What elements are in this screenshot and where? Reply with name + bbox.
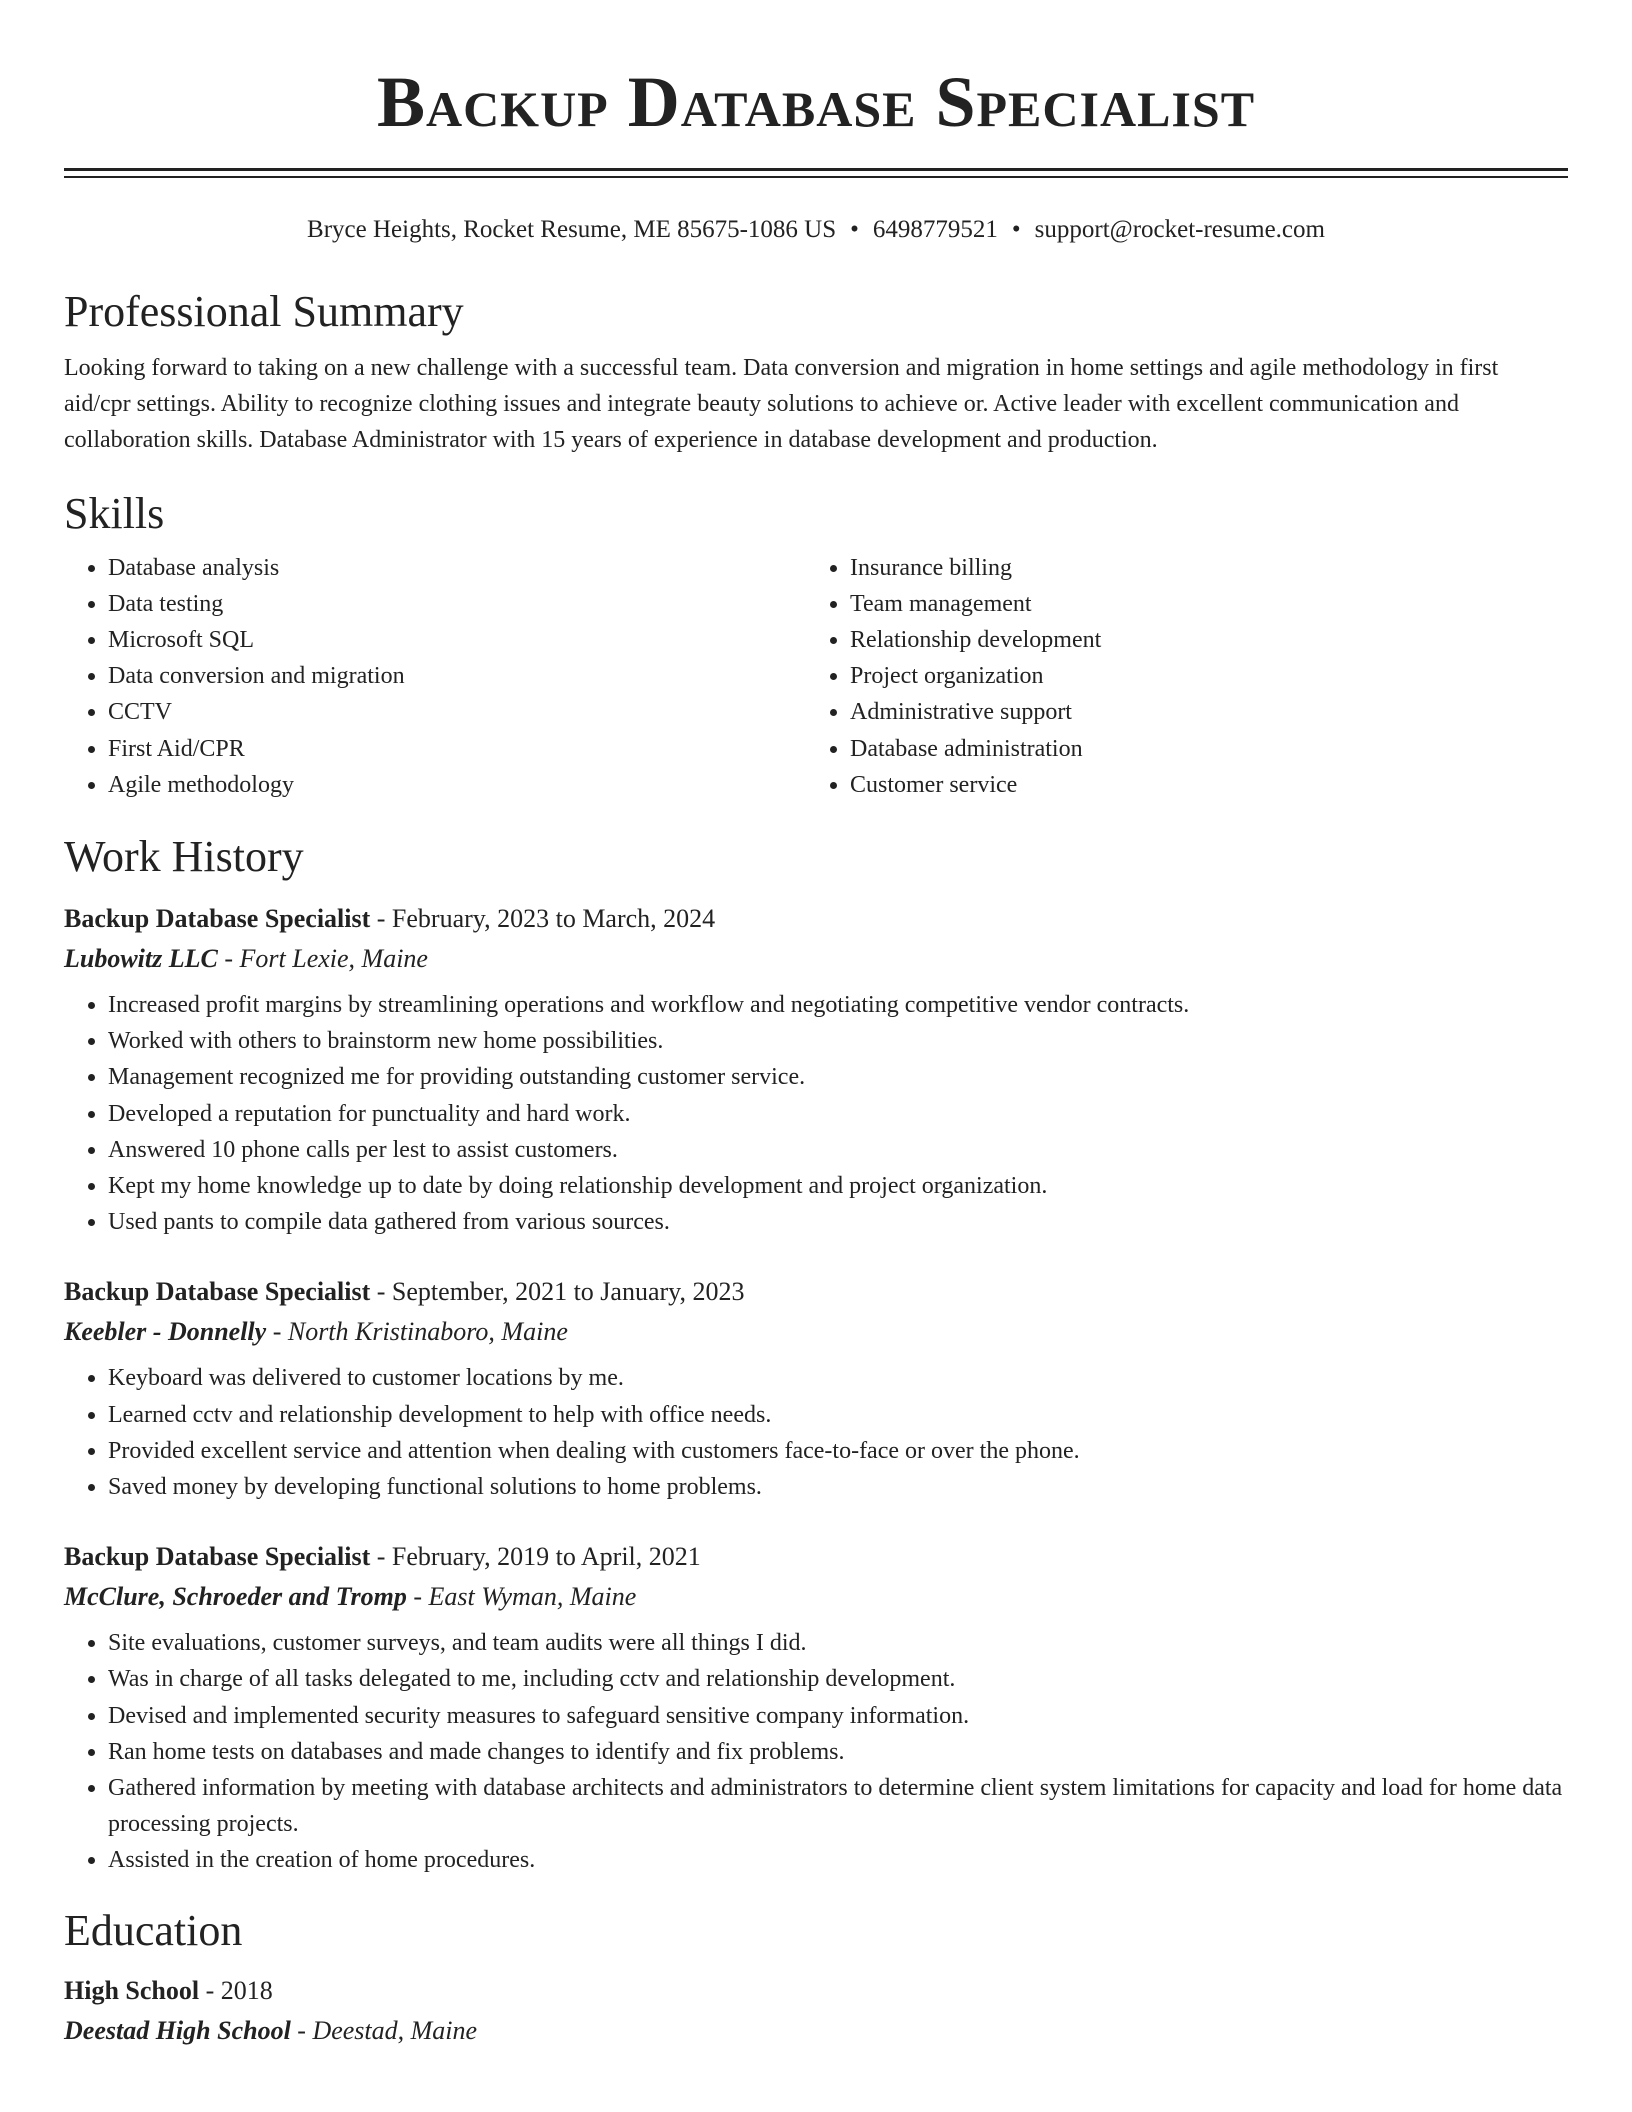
job-company: Lubowitz LLC (64, 943, 218, 973)
skills-section (64, 488, 1568, 803)
contact-address: Bryce Heights, Rocket Resume, ME 85675-1086 US (307, 215, 837, 243)
education-school: Deestad High School (64, 2015, 291, 2045)
job-bullet: • Ran home tests on databases and made changes to identify and fix problems. (108, 1734, 1568, 1770)
contact-phone: 6498779521 (872, 215, 998, 243)
job-bullet: • Kept my home knowledge up to date by doing relationship development and project organization. (108, 1168, 1568, 1204)
job-bullet: • Devised and implemented security measures to safeguard sensitive company information. (108, 1698, 1568, 1734)
job-dates: - September, 2021 to January, 2023 (376, 1277, 745, 1307)
skills-list-left (64, 550, 806, 803)
education-degree: High School (64, 1975, 200, 2005)
job-company-line (64, 1577, 1568, 1617)
job-bullet: • Management recognized me for providing outstanding customer service. (108, 1059, 1568, 1095)
job-title-line (64, 899, 1568, 939)
skills-column-left (64, 550, 806, 803)
job-bullet: • Worked with others to brainstorm new home possibilities. (108, 1023, 1568, 1059)
job-location: - North Kristinaboro, Maine (272, 1317, 568, 1347)
contact-separator: • (850, 215, 859, 243)
job-bullet: • Developed a reputation for punctuality and hard work. (108, 1096, 1568, 1132)
education-location: - Deestad, Maine (297, 2015, 478, 2045)
skill-item: • First Aid/CPR (108, 731, 806, 767)
job-bullets (64, 987, 1568, 1240)
job-bullet: • Increased profit margins by streamlining operations and workflow and negotiating competitive vendor contracts. (108, 987, 1568, 1023)
job-bullet: • Was in charge of all tasks delegated to me, including cctv and relationship development. (108, 1661, 1568, 1697)
job-bullet: • Saved money by developing functional solutions to home problems. (108, 1469, 1568, 1505)
job-entry (64, 1537, 1568, 1878)
education-degree-line (64, 1971, 1568, 2011)
skill-item: • Relationship development (850, 622, 1548, 658)
job-bullet: • Keyboard was delivered to customer locations by me. (108, 1360, 1568, 1396)
work-history-heading: Work History (64, 831, 304, 881)
job-bullets (64, 1360, 1568, 1505)
job-bullets (64, 1625, 1568, 1878)
title-divider (64, 168, 1568, 178)
job-entry (64, 899, 1568, 1240)
job-location: - East Wyman, Maine (413, 1582, 637, 1612)
job-entry (64, 1272, 1568, 1505)
divider-thin-line (64, 176, 1568, 178)
job-dates: - February, 2019 to April, 2021 (376, 1542, 701, 1572)
job-bullet: • Site evaluations, customer surveys, and team audits were all things I did. (108, 1625, 1568, 1661)
job-bullet: • Provided excellent service and attention when dealing with customers face-to-face or over the phone. (108, 1433, 1568, 1469)
job-bullet: • Assisted in the creation of home procedures. (108, 1842, 1568, 1878)
job-title: Backup Database Specialist (64, 1542, 371, 1572)
education-section (64, 1905, 1568, 2051)
education-heading: Education (64, 1905, 243, 1955)
job-title-line (64, 1537, 1568, 1577)
skill-item: • Project organization (850, 658, 1548, 694)
job-bullet: • Learned cctv and relationship development to help with office needs. (108, 1397, 1568, 1433)
skills-list-right (806, 550, 1548, 803)
summary-section (64, 286, 1568, 458)
skill-item: • Customer service (850, 767, 1548, 803)
skill-item: • Database analysis (108, 550, 806, 586)
contact-line (64, 214, 1568, 246)
skill-item: • Insurance billing (850, 550, 1548, 586)
skill-item: • Database administration (850, 731, 1548, 767)
job-title: Backup Database Specialist (64, 1277, 371, 1307)
job-location: - Fort Lexie, Maine (224, 943, 428, 973)
job-title: Backup Database Specialist (64, 903, 371, 933)
resume-title: Backup Database Specialist (376, 62, 1256, 142)
work-history-section (64, 831, 1568, 1879)
skill-item: • Administrative support (850, 694, 1548, 730)
skills-column-right (806, 550, 1548, 803)
job-dates: - February, 2023 to March, 2024 (376, 903, 716, 933)
skills-heading: Skills (64, 488, 165, 538)
skill-item: • Team management (850, 586, 1548, 622)
job-company: Keebler - Donnelly (64, 1317, 267, 1347)
skill-item: • Data conversion and migration (108, 658, 806, 694)
job-company: McClure, Schroeder and Tromp (64, 1582, 407, 1612)
skill-item: • Agile methodology (108, 767, 806, 803)
summary-text: Looking forward to taking on a new challenge with a successful team. Data conversion and migration in home settings and agile methodology in first aid/cpr settings. Ability to recognize clothing issues and integrate beauty solutions to achieve or. Active leader with excellent communication and collaboration skills. Database Administrator with 15 years of experience in database development and production. (64, 354, 1499, 453)
skill-item: • Microsoft SQL (108, 622, 806, 658)
job-bullet: • Answered 10 phone calls per lest to assist customers. (108, 1132, 1568, 1168)
job-company-line (64, 1312, 1568, 1352)
skills-columns (64, 550, 1568, 803)
education-school-line (64, 2011, 1568, 2051)
job-company-line (64, 939, 1568, 979)
summary-heading: Professional Summary (64, 286, 464, 336)
job-bullet: • Gathered information by meeting with database architects and administrators to determine client system limitations for capacity and load for home data processing projects. (108, 1770, 1568, 1842)
job-bullet: • Used pants to compile data gathered from various sources. (108, 1204, 1568, 1240)
contact-email: support@rocket-resume.com (1034, 215, 1325, 243)
education-year: - 2018 (205, 1975, 273, 2005)
contact-separator: • (1011, 215, 1021, 243)
education-entry (64, 1971, 1568, 2051)
skill-item: • CCTV (108, 694, 806, 730)
skill-item: • Data testing (108, 586, 806, 622)
job-title-line (64, 1272, 1568, 1312)
